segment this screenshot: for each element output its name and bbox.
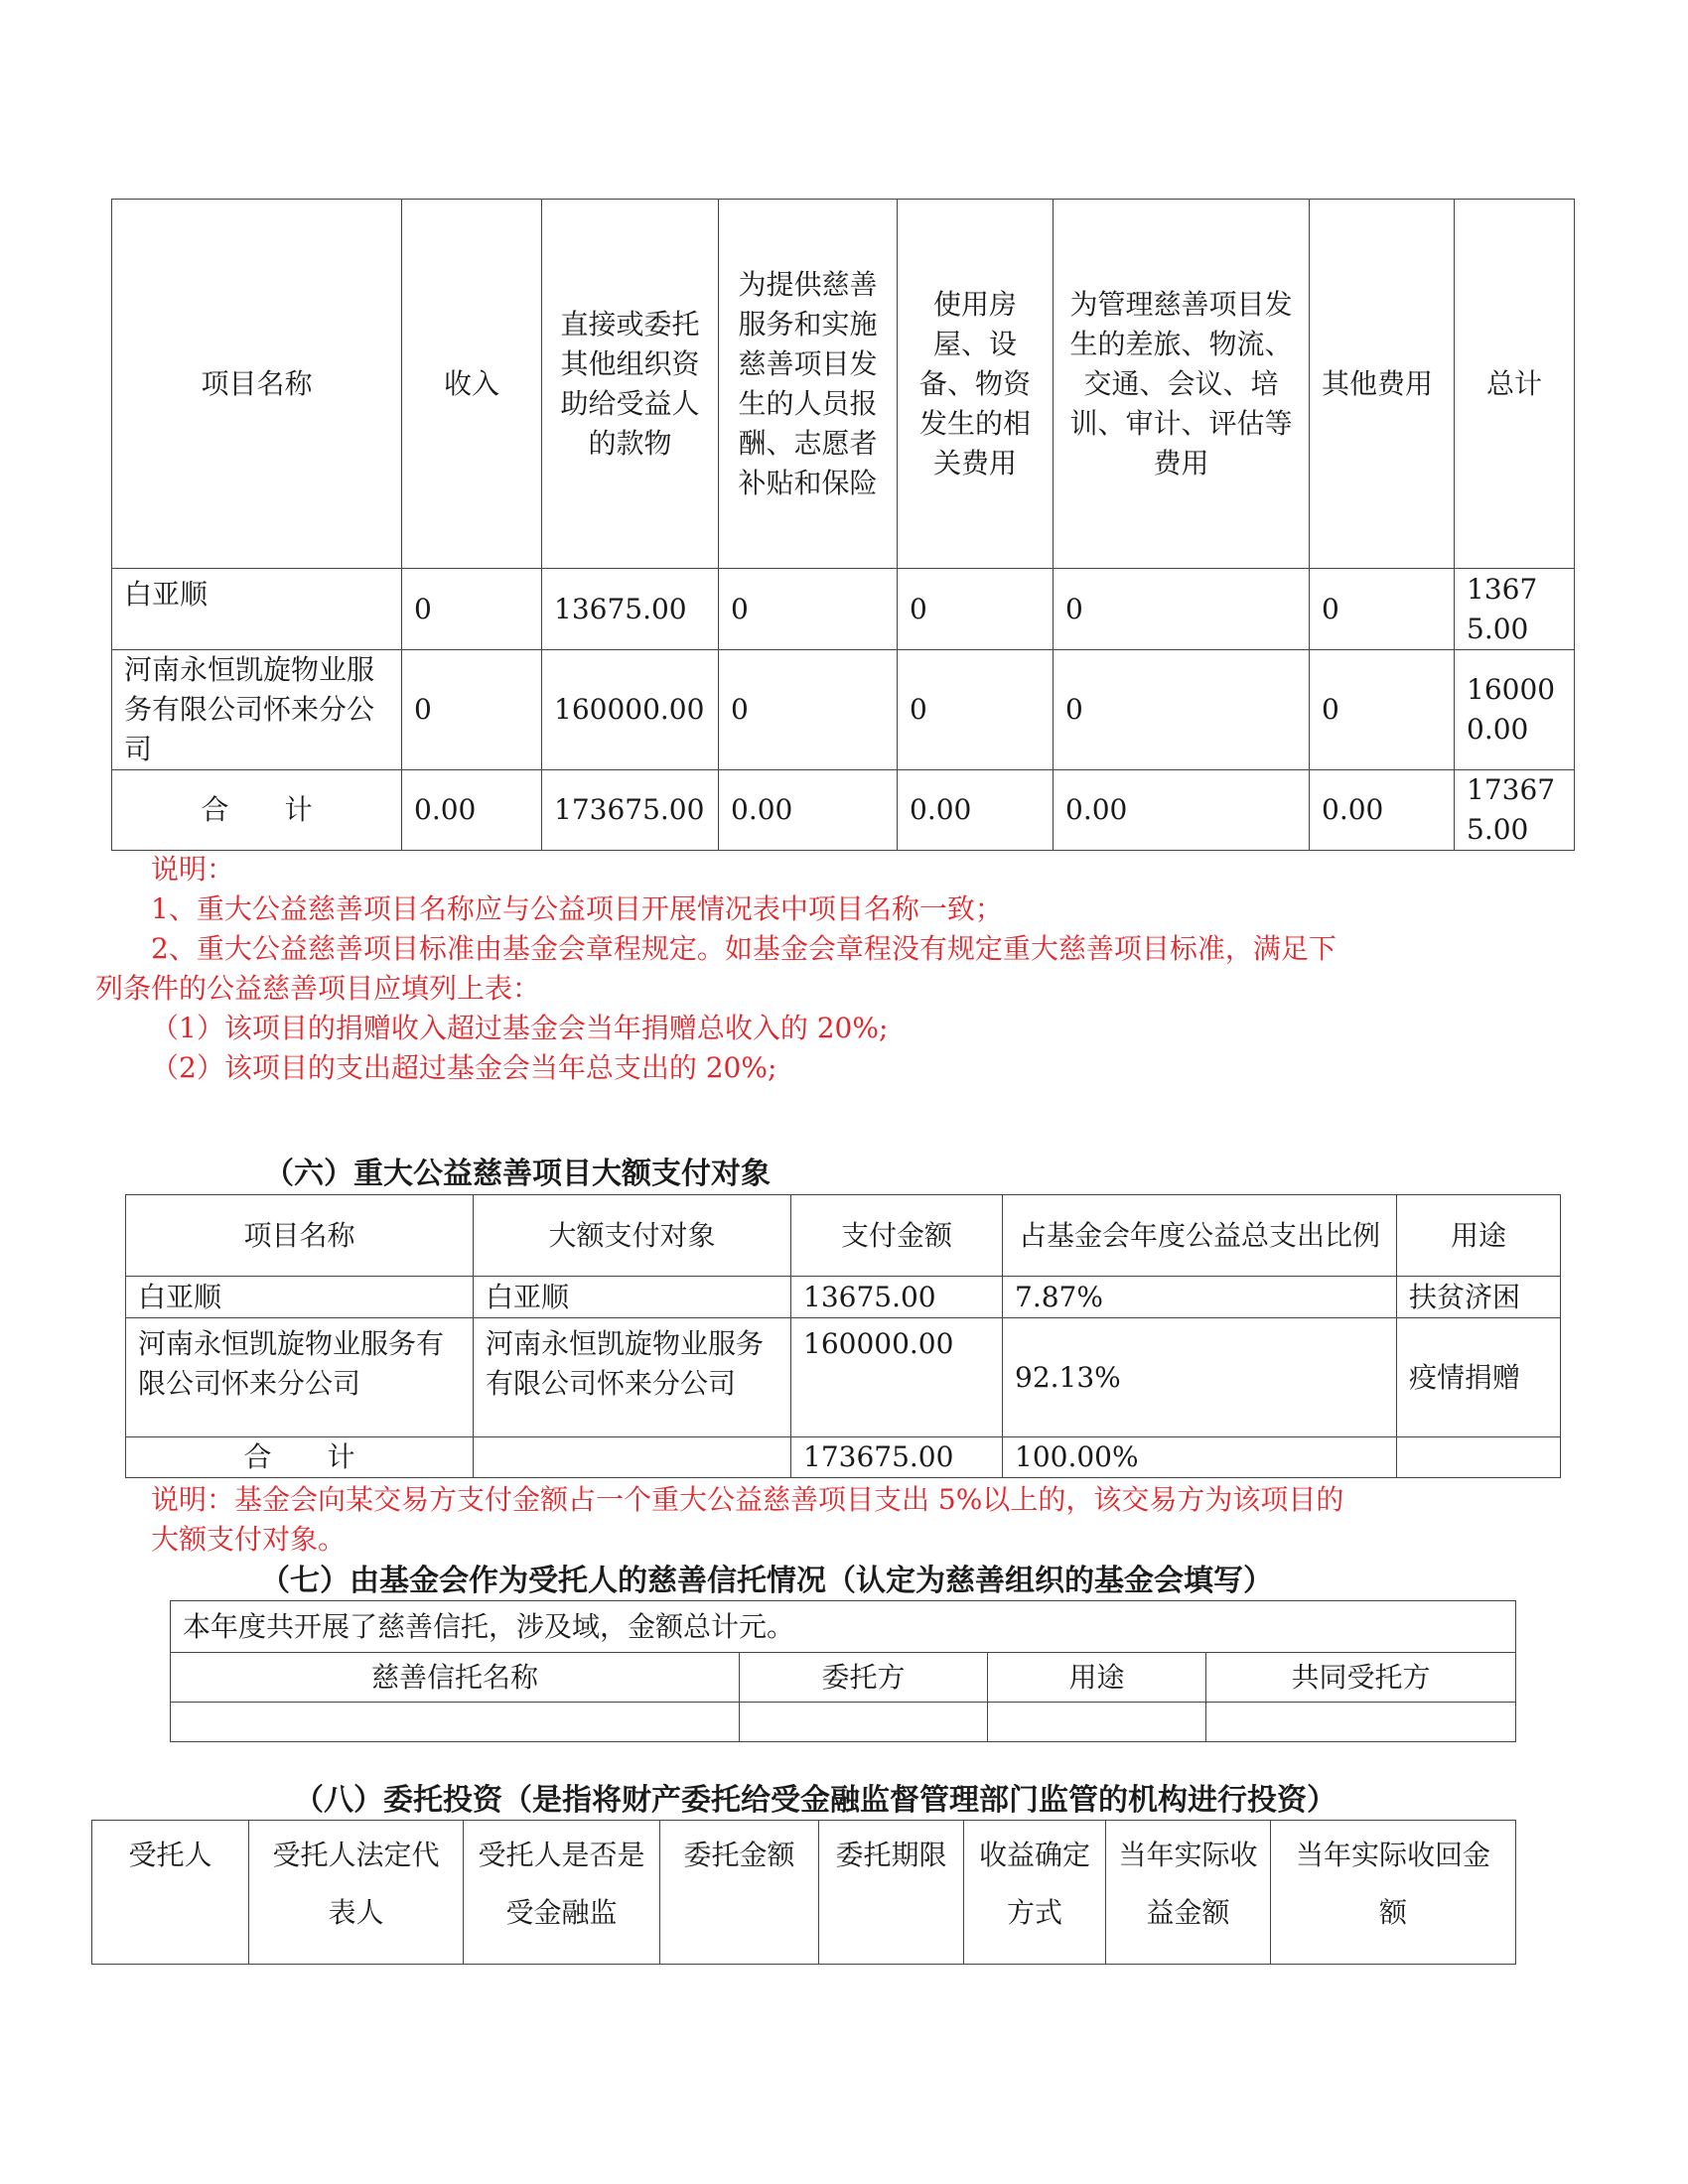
col-header: 为管理慈善项目发生的差旅、物流、交通、会议、培训、审计、评估等费用 xyxy=(1054,200,1310,569)
col-header: 为提供慈善服务和实施慈善项目发生的人员报酬、志愿者补贴和保险 xyxy=(719,200,898,569)
cell-other: 0 xyxy=(1310,569,1455,650)
empty-cell xyxy=(740,1703,988,1742)
col-header: 委托方 xyxy=(740,1653,988,1703)
col-header: 项目名称 xyxy=(112,200,402,569)
total-personnel: 0.00 xyxy=(719,770,898,851)
large-payment-table xyxy=(125,1194,1561,1478)
charity-trust-table xyxy=(170,1600,1516,1742)
empty-cell xyxy=(1206,1703,1516,1742)
cell-facilities: 0 xyxy=(898,569,1054,650)
cell-purpose: 疫情捐赠 xyxy=(1397,1318,1561,1437)
cell-project-name: 白亚顺 xyxy=(126,1277,474,1318)
header-row xyxy=(92,1821,1516,1965)
total-row xyxy=(126,1437,1561,1478)
col-header: 当年实际收益金额 xyxy=(1106,1821,1271,1965)
empty-row xyxy=(171,1703,1516,1742)
col-header: 委托金额 xyxy=(660,1821,819,1965)
total-row xyxy=(112,770,1575,851)
col-header: 受托人法定代表人 xyxy=(249,1821,464,1965)
col-header: 项目名称 xyxy=(126,1195,474,1277)
cell-management: 0 xyxy=(1054,569,1310,650)
col-header: 受托人 xyxy=(92,1821,249,1965)
cell-amount: 13675.00 xyxy=(791,1277,1003,1318)
col-header: 当年实际收回金额 xyxy=(1271,1821,1516,1965)
note-line: 列条件的公益慈善项目应填列上表： xyxy=(95,972,541,1005)
col-header: 使用房屋、设备、物资发生的相关费用 xyxy=(898,200,1054,569)
col-header: 其他费用 xyxy=(1310,200,1455,569)
cell-project-name: 河南永恒凯旋物业服务有限公司怀来分公司 xyxy=(112,650,402,770)
cell-other: 0 xyxy=(1310,650,1455,770)
total-direct-aid: 173675.00 xyxy=(542,770,719,851)
table-row xyxy=(126,1318,1561,1437)
total-purpose xyxy=(1397,1437,1561,1478)
section-title: （六）重大公益慈善项目大额支付对象 xyxy=(264,1157,771,1191)
col-header: 用途 xyxy=(988,1653,1206,1703)
header-row xyxy=(112,200,1575,569)
total-other: 0.00 xyxy=(1310,770,1455,851)
col-header: 大额支付对象 xyxy=(474,1195,791,1277)
entrusted-investment-table xyxy=(91,1820,1516,1965)
total-label: 合 计 xyxy=(112,770,402,851)
cell-management: 0 xyxy=(1054,650,1310,770)
total-ratio: 100.00% xyxy=(1003,1437,1397,1478)
total-sum: 173675.00 xyxy=(1455,770,1575,851)
project-expense-table xyxy=(111,199,1575,851)
notes-title: 说明： xyxy=(151,853,235,886)
col-header: 总计 xyxy=(1455,200,1575,569)
cell-direct-aid: 160000.00 xyxy=(542,650,719,770)
section6-note: 大额支付对象。 xyxy=(151,1523,347,1556)
section-title: （八）委托投资（是指将财产委托给受金融监督管理部门监管的机构进行投资） xyxy=(294,1783,1336,1818)
cell-income: 0 xyxy=(402,569,542,650)
col-header: 直接或委托其他组织资助给受益人的款物 xyxy=(542,200,719,569)
note-line: 2、重大公益慈善项目标准由基金会章程规定。如基金会章程没有规定重大慈善项目标准，满足下 xyxy=(151,932,1336,965)
col-header: 共同受托方 xyxy=(1206,1653,1516,1703)
cell-payee: 河南永恒凯旋物业服务有限公司怀来分公司 xyxy=(474,1318,791,1437)
cell-payee: 白亚顺 xyxy=(474,1277,791,1318)
cell-purpose: 扶贫济困 xyxy=(1397,1277,1561,1318)
col-header: 受托人是否是受金融监 xyxy=(464,1821,660,1965)
cell-facilities: 0 xyxy=(898,650,1054,770)
summary-row xyxy=(171,1601,1516,1653)
table-row xyxy=(112,650,1575,770)
col-header: 占基金会年度公益总支出比例 xyxy=(1003,1195,1397,1277)
cell-ratio: 7.87% xyxy=(1003,1277,1397,1318)
total-payee xyxy=(474,1437,791,1478)
total-facilities: 0.00 xyxy=(898,770,1054,851)
note-line: 1、重大公益慈善项目名称应与公益项目开展情况表中项目名称一致； xyxy=(151,892,1003,925)
table-row xyxy=(112,569,1575,650)
section6-note: 说明：基金会向某交易方支付金额占一个重大公益慈善项目支出 5%以上的，该交易方为该项目的 xyxy=(151,1483,1344,1516)
empty-cell xyxy=(988,1703,1206,1742)
header-row xyxy=(171,1653,1516,1703)
col-header: 收益确定方式 xyxy=(964,1821,1106,1965)
total-label: 合 计 xyxy=(126,1437,474,1478)
cell-project-name: 白亚顺 xyxy=(112,569,402,650)
col-header: 慈善信托名称 xyxy=(171,1653,740,1703)
cell-personnel: 0 xyxy=(719,650,898,770)
cell-amount: 160000.00 xyxy=(791,1318,1003,1437)
empty-cell xyxy=(171,1703,740,1742)
note-line: （2）该项目的支出超过基金会当年总支出的 20%; xyxy=(151,1051,777,1084)
cell-project-name: 河南永恒凯旋物业服务有限公司怀来分公司 xyxy=(126,1318,474,1437)
col-header: 委托期限 xyxy=(819,1821,964,1965)
header-row xyxy=(126,1195,1561,1277)
col-header: 收入 xyxy=(402,200,542,569)
note-line: （1）该项目的捐赠收入超过基金会当年捐赠总收入的 20%; xyxy=(151,1012,889,1044)
cell-ratio: 92.13% xyxy=(1003,1318,1397,1437)
cell-total: 13675.00 xyxy=(1455,569,1575,650)
cell-direct-aid: 13675.00 xyxy=(542,569,719,650)
col-header: 支付金额 xyxy=(791,1195,1003,1277)
section-title: （七）由基金会作为受托人的慈善信托情况（认定为慈善组织的基金会填写） xyxy=(260,1564,1273,1598)
total-management: 0.00 xyxy=(1054,770,1310,851)
total-amount: 173675.00 xyxy=(791,1437,1003,1478)
total-income: 0.00 xyxy=(402,770,542,851)
cell-total: 160000.00 xyxy=(1455,650,1575,770)
trust-summary: 本年度共开展了慈善信托，涉及域，金额总计元。 xyxy=(171,1601,1516,1653)
col-header: 用途 xyxy=(1397,1195,1561,1277)
cell-personnel: 0 xyxy=(719,569,898,650)
table-row xyxy=(126,1277,1561,1318)
cell-income: 0 xyxy=(402,650,542,770)
